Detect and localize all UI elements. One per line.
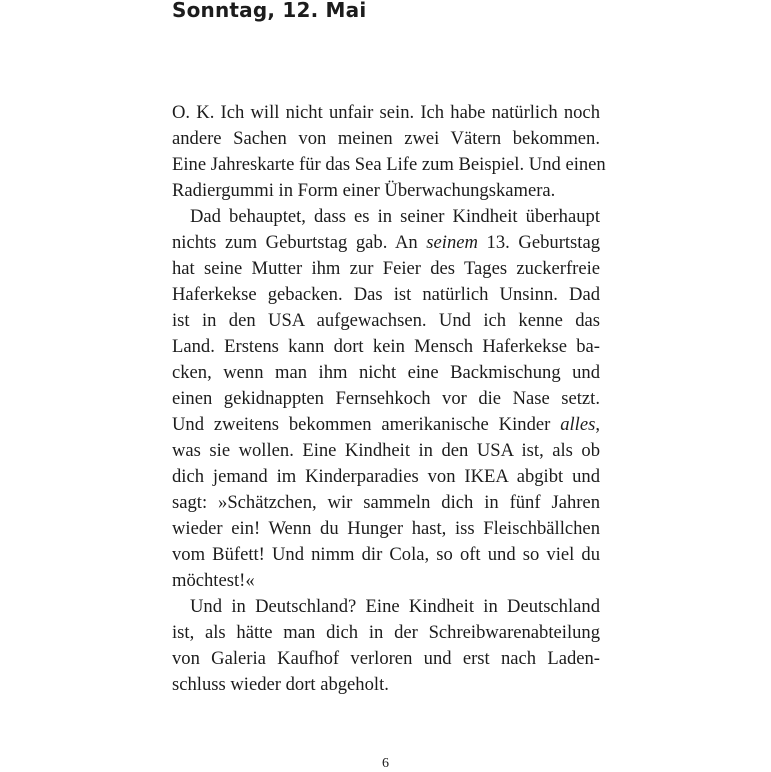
body-text (172, 100, 606, 698)
text-line: cken, wenn man ihm nicht eine Backmischung und (172, 362, 600, 383)
text-line (172, 412, 600, 438)
text-line: andere Sachen von meinen zwei Vätern bekommen. (172, 128, 600, 149)
text-line: vom Büfett! Und nimm dir Cola, so oft und so viel du (172, 544, 600, 565)
text-line: von Galeria Kaufhof verloren und erst nach Laden- (172, 648, 600, 669)
text-run: 13. Geburtstag (477, 232, 600, 253)
text-run: Und zweitens bekommen amerikanische Kinder (172, 414, 561, 435)
text-run: nichts zum Geburtstag gab. An (172, 232, 427, 253)
text-line: schluss wieder dort abgeholt. (172, 674, 389, 695)
italic-run: alles (560, 414, 596, 435)
text-line: hat seine Mutter ihm zur Feier des Tages zuckerfreie (172, 258, 600, 279)
chapter-heading: Sonntag, 12. Mai (172, 0, 367, 22)
text-line: Haferkekse gebacken. Das ist natürlich Unsinn. Dad (172, 284, 600, 305)
text-line: einen gekidnappten Fernsehkoch vor die Nase setzt. (172, 388, 600, 409)
text-line: Und in Deutschland? Eine Kindheit in Deutschland (190, 596, 600, 617)
page-number: 6 (382, 756, 389, 771)
text-line: Dad behauptet, dass es in seiner Kindheit überhaupt (190, 206, 600, 227)
text-line: wieder ein! Wenn du Hunger hast, iss Fleischbällchen (172, 518, 600, 539)
text-line: O. K. Ich will nicht unfair sein. Ich habe natürlich noch (172, 102, 600, 123)
text-line: ist, als hätte man dich in der Schreibwarenabteilung (172, 622, 600, 643)
text-line: sagt: »Schätzchen, wir sammeln dich in fünf Jahren (172, 492, 600, 513)
text-line (172, 230, 600, 256)
text-line: möchtest!« (172, 570, 255, 591)
text-line: Eine Jahreskarte für das Sea Life zum Beispiel. Und einen (172, 154, 606, 175)
text-line: ist in den USA aufgewachsen. Und ich kenne das (172, 310, 600, 331)
paragraph (172, 594, 600, 698)
italic-run: seinem (426, 232, 478, 253)
text-run: , (595, 414, 600, 435)
text-line: was sie wollen. Eine Kindheit in den USA ist, als ob (172, 440, 600, 461)
text-line: dich jemand im Kinderparadies von IKEA abgibt und (172, 466, 600, 487)
text-line: Radiergummi in Form einer Überwachungskamera. (172, 180, 556, 201)
paragraph (172, 100, 606, 204)
text-line: Land. Erstens kann dort kein Mensch Haferkekse ba- (172, 336, 600, 357)
paragraph (172, 204, 600, 594)
